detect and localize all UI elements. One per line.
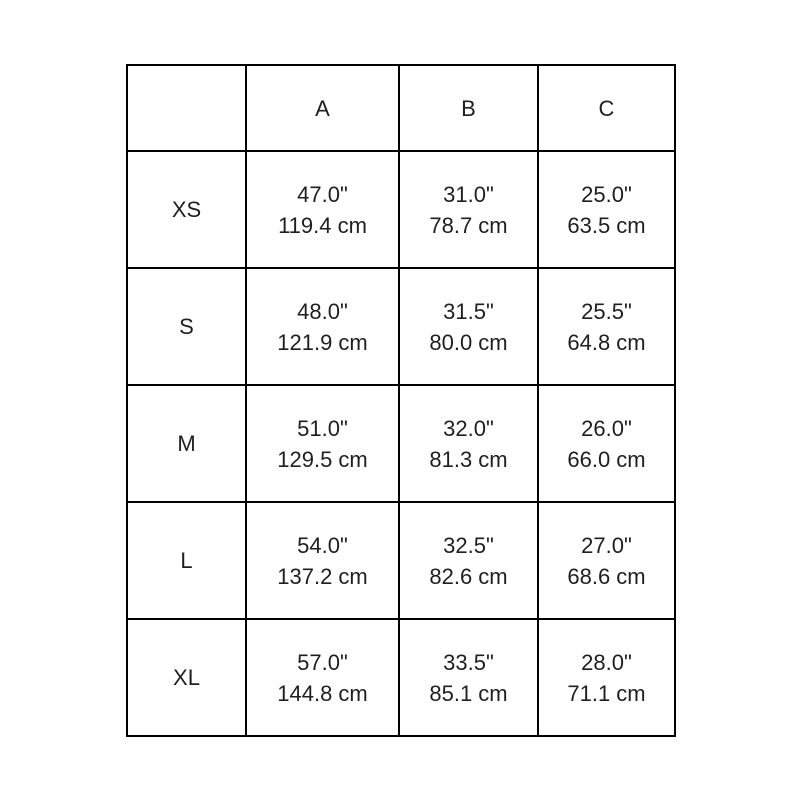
size-cell — [246, 502, 399, 619]
row-header-size: XL — [127, 619, 246, 736]
inches-value: 47.0" — [297, 181, 348, 207]
inches-value: 28.0" — [581, 649, 632, 675]
cm-value: 64.8 cm — [567, 329, 646, 355]
inches-value: 57.0" — [297, 649, 348, 675]
size-cell — [246, 619, 399, 736]
cm-value: 68.6 cm — [567, 563, 646, 589]
col-header-c: C — [538, 65, 675, 151]
corner-cell — [127, 65, 246, 151]
cm-value: 129.5 cm — [277, 446, 368, 472]
cm-value: 66.0 cm — [567, 446, 646, 472]
table-row-s — [127, 268, 675, 385]
size-cell — [538, 385, 675, 502]
size-cell — [246, 151, 399, 268]
col-header-b: B — [399, 65, 538, 151]
size-cell — [399, 151, 538, 268]
size-chart-table — [126, 64, 676, 737]
inches-value: 48.0" — [297, 298, 348, 324]
inches-value: 33.5" — [443, 649, 494, 675]
size-cell — [538, 151, 675, 268]
cm-value: 78.7 cm — [429, 212, 508, 238]
size-cell — [246, 385, 399, 502]
size-cell — [538, 619, 675, 736]
inches-value: 31.5" — [443, 298, 494, 324]
row-header-size: M — [127, 385, 246, 502]
cm-value: 63.5 cm — [567, 212, 646, 238]
cm-value: 80.0 cm — [429, 329, 508, 355]
cm-value: 121.9 cm — [277, 329, 368, 355]
inches-value: 26.0" — [581, 415, 632, 441]
table-row-m — [127, 385, 675, 502]
cm-value: 81.3 cm — [429, 446, 508, 472]
size-cell — [538, 502, 675, 619]
cm-value: 137.2 cm — [277, 563, 368, 589]
inches-value: 25.5" — [581, 298, 632, 324]
inches-value: 51.0" — [297, 415, 348, 441]
cm-value: 82.6 cm — [429, 563, 508, 589]
row-header-size: S — [127, 268, 246, 385]
cm-value: 85.1 cm — [429, 680, 508, 706]
row-header-size: XS — [127, 151, 246, 268]
table-row-xs — [127, 151, 675, 268]
size-cell — [399, 502, 538, 619]
inches-value: 32.5" — [443, 532, 494, 558]
table-row-xl — [127, 619, 675, 736]
table-row-l — [127, 502, 675, 619]
inches-value: 25.0" — [581, 181, 632, 207]
inches-value: 32.0" — [443, 415, 494, 441]
col-header-a: A — [246, 65, 399, 151]
size-cell — [246, 268, 399, 385]
cm-value: 119.4 cm — [278, 212, 367, 238]
inches-value: 27.0" — [581, 532, 632, 558]
header-row — [127, 65, 675, 151]
cm-value: 71.1 cm — [567, 680, 646, 706]
cm-value: 144.8 cm — [277, 680, 368, 706]
size-cell — [399, 268, 538, 385]
row-header-size: L — [127, 502, 246, 619]
size-cell — [399, 619, 538, 736]
inches-value: 54.0" — [297, 532, 348, 558]
size-cell — [399, 385, 538, 502]
inches-value: 31.0" — [443, 181, 494, 207]
size-cell — [538, 268, 675, 385]
